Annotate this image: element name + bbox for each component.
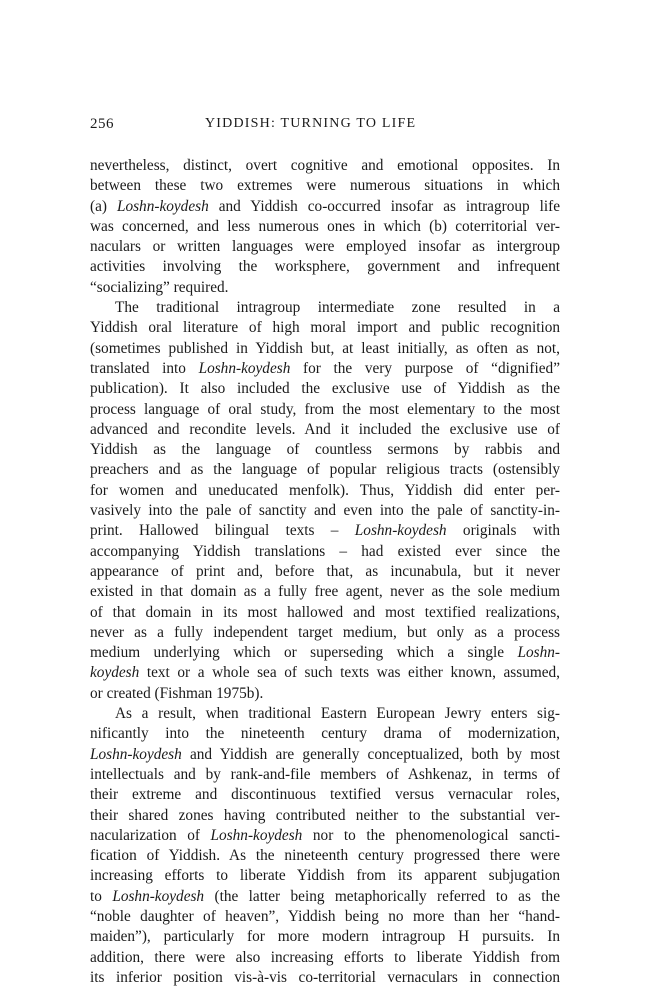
- text-line: translated into Loshn-koydesh for the very purpose of “dignified”: [90, 359, 560, 377]
- text-line: for women and uneducated menfolk). Thus, Yiddish did enter per-: [90, 481, 560, 499]
- text-line: As a result, when traditional Eastern European Jewry enters sig-: [115, 705, 560, 723]
- text-line: process language of oral study, from the most elementary to the most: [90, 400, 560, 418]
- text-line: fication of Yiddish. As the nineteenth century progressed there were: [90, 847, 560, 865]
- text-line: accompanying Yiddish translations – had existed ever since the: [90, 542, 560, 560]
- text-line: Yiddish as the language of countless sermons by rabbis and: [90, 441, 560, 459]
- text-line: appearance of print and, before that, as incunabula, but it never: [90, 562, 560, 580]
- text-line: naculars or written languages were employed insofar as intergroup: [90, 238, 560, 256]
- text-line: between these two extremes were numerous situations in which: [90, 177, 560, 195]
- text-line: nevertheless, distinct, overt cognitive and emotional opposites. In: [90, 157, 560, 174]
- text-line: of that domain in its most hallowed and most textified realizations,: [90, 603, 560, 621]
- text-line: activities involving the worksphere, government and infrequent: [90, 258, 560, 276]
- text-line: increasing efforts to liberate Yiddish from its apparent subjugation: [90, 867, 560, 885]
- text-line: medium underlying which or superseding which a single Loshn-: [90, 644, 560, 662]
- text-line: (sometimes published in Yiddish but, at least initially, as often as not,: [90, 339, 560, 357]
- text-line: Loshn-koydesh and Yiddish are generally conceptualized, both by most: [90, 745, 560, 763]
- text-line: maiden”), particularly for more modern intragroup H pursuits. In: [90, 928, 560, 946]
- text-line: vasively into the pale of sanctity and even into the pale of sanctity-in-: [90, 502, 560, 520]
- page-header: [90, 116, 560, 136]
- text-line: existed in that domain as a fully free agent, never as the sole medium: [90, 583, 560, 601]
- text-line: advanced and recondite levels. And it included the exclusive use of: [90, 420, 560, 438]
- text-line: The traditional intragroup intermediate zone resulted in a: [115, 299, 560, 317]
- text-line: addition, there were also increasing efforts to liberate Yiddish from: [90, 948, 560, 966]
- text-line: never as a fully independent target medium, but only as a process: [90, 623, 560, 641]
- text-line: (a) Loshn-koydesh and Yiddish co-occurred insofar as intragroup life: [90, 197, 560, 215]
- text-line: their extreme and discontinuous textified versus vernacular roles,: [90, 786, 560, 804]
- text-line: “socializing” required.: [90, 278, 229, 296]
- text-line: was concerned, and less numerous ones in which (b) coterritorial ver-: [90, 217, 560, 235]
- text-line: nificantly into the nineteenth century drama of modernization,: [90, 725, 560, 743]
- text-line: preachers and as the language of popular religious tracts (ostensibly: [90, 461, 560, 479]
- body-text: [90, 156, 560, 988]
- running-title: YIDDISH: TURNING TO LIFE: [205, 116, 417, 131]
- text-line: koydesh text or a whole sea of such texts was either known, assumed,: [90, 664, 560, 682]
- text-line: “noble daughter of heaven”, Yiddish being no more than her “hand-: [90, 907, 560, 925]
- text-line: publication). It also included the exclusive use of Yiddish as the: [90, 380, 560, 398]
- text-line: or created (Fishman 1975b).: [90, 684, 264, 702]
- text-line: intellectuals and by rank-and-file members of Ashkenaz, in terms of: [90, 765, 560, 783]
- text-line: nacularization of Loshn-koydesh nor to the phenomenological sancti-: [90, 826, 560, 844]
- text-line: Yiddish oral literature of high moral import and public recognition: [90, 319, 560, 337]
- page-number: 256: [90, 116, 114, 132]
- text-line: print. Hallowed bilingual texts – Loshn-koydesh originals with: [90, 522, 560, 540]
- text-line: their shared zones having contributed neither to the substantial ver-: [90, 806, 560, 824]
- text-line: to Loshn-koydesh (the latter being metaphorically referred to as the: [90, 887, 560, 905]
- text-line: its inferior position vis-à-vis co-territorial vernaculars in connection: [90, 968, 560, 986]
